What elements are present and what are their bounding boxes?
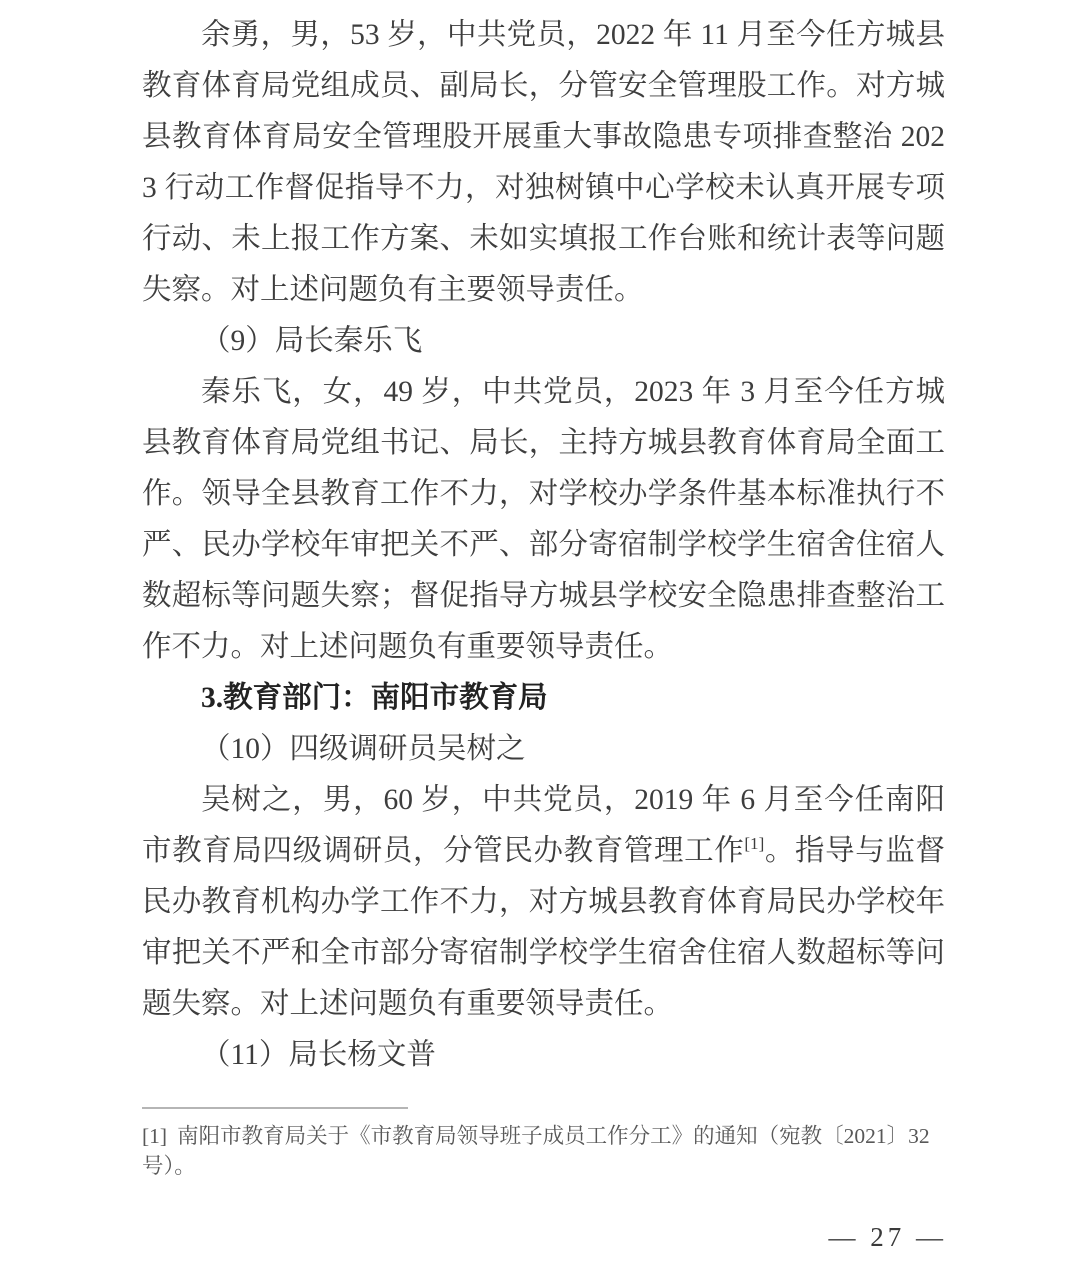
- footnote-marker: [1]: [142, 1124, 168, 1148]
- footnote-text: [142, 1121, 945, 1181]
- main-text-block: [142, 10, 945, 1081]
- footnote-body: 南阳市教育局关于《市教育局领导班子成员工作分工》的通知（宛教〔2021〕32 号）。: [142, 1124, 930, 1178]
- subheading-item-11: （11）局长杨文普: [201, 1039, 436, 1071]
- subheading-item-10: （10）四级调研员吴树之: [201, 733, 526, 765]
- footnote-block: [142, 1107, 945, 1181]
- footnote-reference-1: [1]: [744, 834, 765, 854]
- paragraph-wu-shuzhi: [142, 775, 945, 1030]
- paragraph-qin-lefei: 秦乐飞，女，49 岁，中共党员，2023 年 3 月至今任方城县教育体育局党组书记、局长，主持方城县教育体育局全面工作。领导全县教育工作不力，对学校办学条件基本标准执行不严、民办学校年审把关不严、部分寄宿制学校学生宿舍住宿人数超标等问题失察；督促指导方城县学校安全隐患排查整治工作不力。对上述问题负有重要领导责任。: [142, 376, 945, 663]
- section-heading-education-department: 3.教育部门：南阳市教育局: [201, 682, 548, 714]
- paragraph-wu-shuzhi-text-after-ref: 。指导与监督民办教育机构办学工作不力，对方城县教育体育局民办学校年审把关不严和全市部分寄宿制学校学生宿舍住宿人数超标等问题失察。对上述问题负有重要领导责任。: [142, 835, 945, 1020]
- page-number: — 27 —: [828, 1222, 947, 1252]
- paragraph-yu-yong: 余勇，男，53 岁，中共党员，2022 年 11 月至今任方城县教育体育局党组成员、副局长，分管安全管理股工作。对方城县教育体育局安全管理股开展重大事故隐患专项排查整治 2023 行动工作督促指导不力，对独树镇中心学校未认真开展专项行动、未上报工作方案、未如实填报工作台账和统计表等问题失察。对上述问题负有主要领导责任。: [142, 19, 945, 306]
- paragraph-wu-shuzhi-text-before-ref: 吴树之，男，60 岁，中共党员，2019 年 6 月至今任南阳市教育局四级调研员，分管民办教育管理工作: [142, 784, 945, 867]
- footnote-divider: [142, 1107, 408, 1109]
- subheading-item-9: （9）局长秦乐飞: [201, 325, 423, 357]
